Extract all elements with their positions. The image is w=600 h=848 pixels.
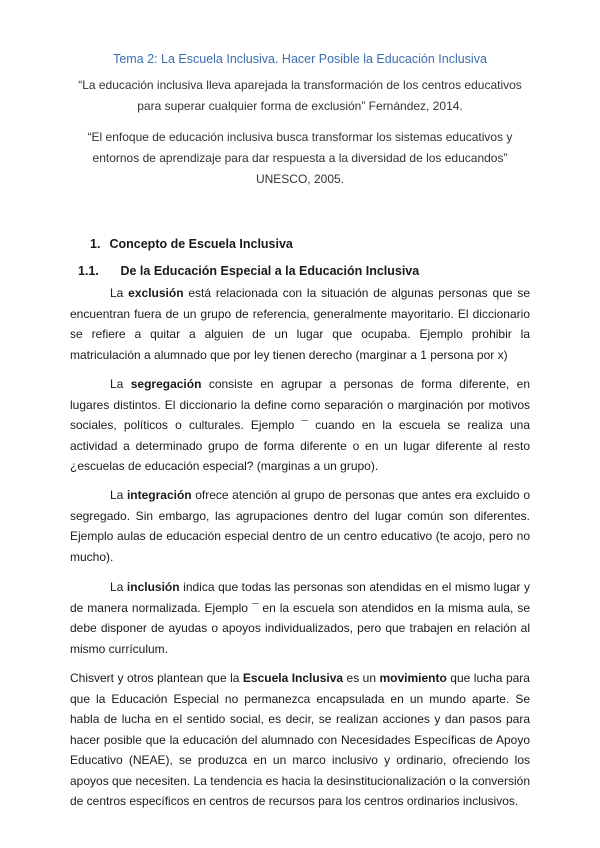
text: La: [110, 377, 131, 391]
text: es un: [343, 671, 380, 685]
section-heading-1: [90, 237, 293, 251]
page-title: Tema 2: La Escuela Inclusiva. Hacer Posible la Educación Inclusiva: [113, 52, 487, 66]
quote-unesco-source: UNESCO, 2005.: [255, 172, 345, 186]
text: indica que todas las personas son atendidas en el mismo lugar y de manera normalizada. Ejemplo ¯ en la escuela son atendidos en la misma aula, se debe disponer de ayudas o apoyos individualizados, pero que trabajen en relación al mismo currículum.: [70, 580, 530, 656]
term-integracion: integración: [126, 488, 192, 502]
term-segregacion: segregación: [130, 377, 202, 391]
term-movimiento: movimiento: [379, 671, 447, 685]
term-escuela-inclusiva: Escuela Inclusiva: [242, 671, 344, 685]
term-exclusion: exclusión: [128, 286, 184, 300]
paragraph-escuela-inclusiva: [70, 668, 530, 812]
text: La: [110, 580, 127, 594]
text: consiste en agrupar a personas de forma diferente, en lugares distintos. El diccionario la define como separación o marginación por motivos sociales, políticos o culturales. Ejemplo ¯ cuando en la escuela se realiza una actividad a determinado grupo de forma diferente o en un lugar diferente al resto ¿escuelas de educación especial? (marginas a un grupo).: [70, 377, 530, 473]
text: Chisvert y otros plantean que la: [70, 671, 243, 685]
quote-unesco-text: “El enfoque de educación inclusiva busca transformar los sistemas educativos y entornos de aprendizaje para dar respuesta a la diversidad de los educandos”: [87, 130, 513, 165]
term-inclusion: inclusión: [126, 580, 180, 594]
text: La: [110, 488, 127, 502]
paragraph-inclusion: [70, 577, 530, 659]
text: está relacionada con la situación de algunas personas que se encuentran fuera de un grupo de referencia, generalmente mayoritario. El diccionario se refiere a quitar a alguien de un lugar que ocupaba. Ejemplo prohibir la matriculación a alumnado que por ley tienen derecho (marginar a 1 persona por x): [70, 286, 530, 362]
text: La: [110, 286, 129, 300]
subsection-number: 1.1.: [78, 264, 99, 278]
section-title: Concepto de Escuela Inclusiva: [109, 237, 293, 251]
subsection-title: De la Educación Especial a la Educación Inclusiva: [120, 264, 420, 278]
text: ofrece atención al grupo de personas que antes era excluido o segregado. Sin embargo, las agrupaciones dentro del lugar común son diferentes. Ejemplo aulas de educación especial dentro de un centro educativo (te acojo, pero no mucho).: [70, 488, 530, 564]
text: que lucha para que la Educación Especial no permanezca encapsulada en un mundo aparte. Se habla de lucha en el sentido social, es decir, se realizan acciones y dan pasos para hacer posible que la educación del alumnado con Necesidades Específicas de Apoyo Educativo (NEAE), se produzca en un marco inclusivo y ordinario, ofreciendo los apoyos que necesiten. La tendencia es hacia la desinstitucionalización o la conversión de centros específicos en centros de recursos para los centros ordinarios inclusivos.: [70, 671, 530, 808]
paragraph-segregacion: [70, 374, 530, 477]
section-number: 1.: [90, 237, 101, 251]
paragraph-integracion: [70, 485, 530, 567]
paragraph-exclusion: [70, 283, 530, 365]
quote-unesco: [70, 127, 530, 190]
quote-fernandez: “La educación inclusiva lleva aparejada la transformación de los centros educativos para superar cualquier forma de exclusión” Fernández, 2014.: [78, 78, 522, 113]
section-heading-1-1: [78, 264, 419, 278]
